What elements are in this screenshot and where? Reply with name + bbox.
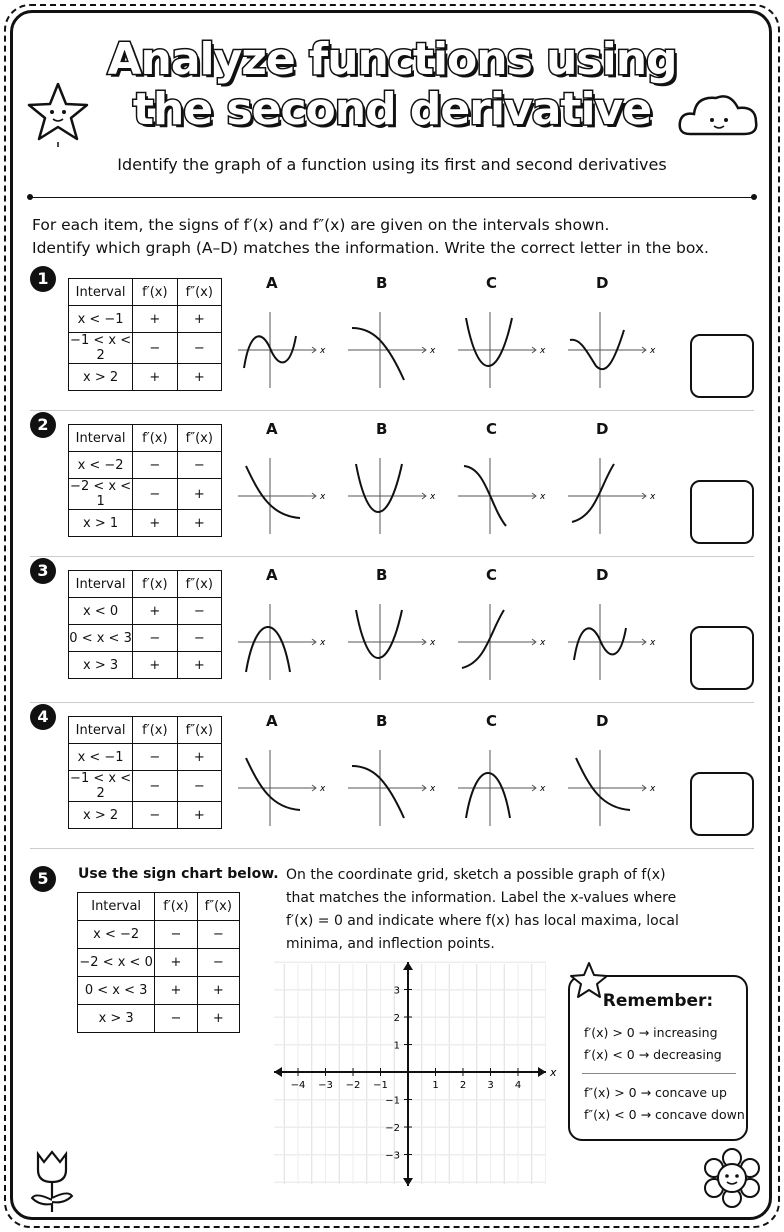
axes	[238, 604, 316, 680]
table-cell: +	[177, 510, 221, 537]
x-axis-label: x	[650, 784, 656, 794]
graph-letter-b: B	[376, 420, 388, 438]
y-tick-label: 2	[393, 1013, 400, 1024]
table-cell: −2 < x < 0	[78, 949, 155, 977]
table-cell: x < −1	[69, 306, 133, 333]
x-axis-label: x	[550, 1066, 557, 1079]
q5-label: Use the sign chart below.	[78, 866, 279, 882]
subtitle: Identify the graph of a function using its first and second derivatives	[117, 155, 667, 174]
table-header: f″(x)	[177, 425, 221, 452]
y-tick-label: 1	[393, 1040, 400, 1052]
y-tick-label: −3	[385, 1150, 400, 1162]
answer-box-1[interactable]	[690, 334, 754, 398]
option-graph-d[interactable]	[566, 748, 656, 828]
table-cell: 0 < x < 3	[78, 977, 155, 1005]
x-axis-label: x	[430, 638, 436, 648]
sign-chart-1	[68, 278, 222, 391]
table-row	[69, 510, 222, 537]
axes	[568, 458, 646, 534]
function-curve	[246, 627, 290, 672]
x-tick-label: −1	[373, 1080, 388, 1091]
table-cell: +	[177, 364, 221, 391]
table-header: f′(x)	[133, 425, 177, 452]
table-cell: −	[177, 771, 221, 802]
graph-letter-c: C	[486, 712, 498, 730]
q5-sign-chart	[77, 892, 240, 1033]
table-cell: x < −1	[69, 744, 133, 771]
axes	[348, 458, 426, 534]
table-cell: +	[197, 1005, 239, 1033]
table-header: f″(x)	[177, 279, 221, 306]
graph-letter-b: B	[376, 274, 388, 292]
graph-letter-a: A	[266, 274, 278, 292]
section-divider	[30, 556, 754, 557]
table-header: f′(x)	[155, 893, 197, 921]
small-star-icon	[568, 960, 610, 1000]
table-cell: −1 < x < 2	[70, 333, 132, 363]
axes	[568, 312, 646, 388]
table-cell: +	[133, 306, 177, 333]
x-axis-label: x	[320, 492, 326, 502]
table-cell: x > 1	[69, 510, 133, 537]
graph-letter-a: A	[266, 566, 278, 584]
table-cell: x > 3	[69, 652, 133, 679]
coordinate-grid[interactable]	[270, 960, 560, 1188]
table-row	[69, 306, 222, 333]
table-cell: x > 2	[69, 802, 133, 829]
table-row	[69, 802, 222, 829]
question-number-2: 2	[30, 412, 56, 438]
function-curve	[576, 758, 630, 810]
graph-letter-d: D	[596, 712, 609, 730]
table-row	[69, 364, 222, 391]
axes	[238, 312, 316, 388]
graph-letter-b: B	[376, 712, 388, 730]
table-row	[78, 949, 240, 977]
table-cell: −	[197, 949, 239, 977]
divider	[30, 197, 754, 198]
option-graph-d[interactable]	[566, 310, 656, 390]
function-curve	[356, 464, 402, 512]
x-tick-label: 1	[432, 1080, 439, 1091]
table-cell: +	[197, 977, 239, 1005]
graph-letter-d: D	[596, 566, 609, 584]
table-cell: −	[133, 625, 177, 652]
table-header: f″(x)	[197, 893, 239, 921]
table-header: Interval	[69, 279, 133, 306]
question-number-4: 4	[30, 704, 56, 730]
graph-letter-d: D	[596, 274, 609, 292]
answer-box-2[interactable]	[690, 480, 754, 544]
worksheet-title-line-2: the second derivative	[132, 84, 652, 135]
graph-letter-c: C	[486, 566, 498, 584]
option-graph-a[interactable]	[236, 456, 326, 536]
axes	[348, 604, 426, 680]
table-cell: +	[133, 510, 177, 537]
table-cell: +	[133, 652, 177, 679]
table-cell: −	[133, 452, 177, 479]
table-header: f′(x)	[133, 571, 177, 598]
x-axis-label: x	[650, 346, 656, 356]
table-cell: +	[155, 949, 197, 977]
table-cell: x > 3	[78, 1005, 155, 1033]
remember-line: f′(x) < 0 → decreasing	[584, 1047, 722, 1062]
function-curve	[246, 758, 300, 810]
table-cell: −	[155, 1005, 197, 1033]
graph-letter-a: A	[266, 712, 278, 730]
table-header: f′(x)	[133, 717, 177, 744]
remember-line: f′(x) > 0 → increasing	[584, 1025, 718, 1040]
sign-chart-2	[68, 424, 222, 537]
table-cell: −	[197, 921, 239, 949]
option-graph-a[interactable]	[236, 310, 326, 390]
x-axis-label: x	[650, 638, 656, 648]
table-row	[69, 479, 222, 510]
x-tick-label: −3	[318, 1080, 333, 1091]
option-graph-b[interactable]	[346, 310, 436, 390]
axes	[458, 604, 536, 680]
function-curve	[246, 466, 300, 518]
table-cell: −	[177, 452, 221, 479]
table-header: Interval	[69, 425, 133, 452]
table-cell: +	[177, 479, 221, 510]
x-tick-label: 4	[514, 1080, 522, 1091]
table-header: Interval	[69, 571, 133, 598]
table-cell: −	[133, 744, 177, 771]
table-cell: −	[133, 771, 177, 802]
x-tick-label: 2	[459, 1080, 467, 1091]
x-axis-label: x	[540, 346, 546, 356]
axes	[568, 750, 646, 826]
table-header: Interval	[78, 893, 155, 921]
option-graph-c[interactable]	[456, 748, 546, 828]
option-graph-c[interactable]	[456, 456, 546, 536]
table-cell: −	[177, 625, 221, 652]
table-cell: 0 < x < 3	[69, 625, 133, 652]
answer-box-4[interactable]	[690, 772, 754, 836]
axes	[568, 604, 646, 680]
x-axis-label: x	[540, 492, 546, 502]
section-divider	[30, 848, 754, 849]
table-cell: +	[133, 364, 177, 391]
question-number-5: 5	[30, 866, 56, 892]
section-divider	[30, 702, 754, 703]
axes	[458, 750, 536, 826]
question-number-1: 1	[30, 266, 56, 292]
table-row	[78, 1005, 240, 1033]
table-cell: −	[133, 479, 177, 510]
x-tick-label: 3	[487, 1080, 494, 1091]
table-row	[69, 598, 222, 625]
table-row	[69, 452, 222, 479]
x-axis-label: x	[430, 784, 436, 794]
table-cell: x > 2	[69, 364, 133, 391]
question-number-3: 3	[30, 558, 56, 584]
table-cell: −2 < x < 1	[70, 479, 132, 509]
table-cell: +	[155, 977, 197, 1005]
table-cell: +	[177, 652, 221, 679]
table-cell: −	[155, 921, 197, 949]
table-cell: x < −2	[69, 452, 133, 479]
axes	[238, 458, 316, 534]
tulip-icon	[26, 1148, 78, 1214]
function-curve	[572, 464, 614, 522]
table-cell: −1 < x < 2	[70, 771, 132, 801]
y-tick-label: 3	[393, 985, 400, 997]
table-cell: +	[177, 306, 221, 333]
y-tick-label: −2	[385, 1123, 400, 1134]
remember-divider	[582, 1073, 736, 1074]
table-header: f″(x)	[177, 571, 221, 598]
x-axis-label: x	[320, 784, 326, 794]
table-cell: +	[133, 598, 177, 625]
option-graph-d[interactable]	[566, 456, 656, 536]
remember-line: f″(x) > 0 → concave up	[584, 1085, 727, 1100]
table-cell: −	[133, 333, 177, 364]
x-axis-label: x	[540, 784, 546, 794]
section-divider	[30, 410, 754, 411]
table-cell: −	[133, 802, 177, 829]
option-graph-b[interactable]	[346, 456, 436, 536]
table-header: f′(x)	[133, 279, 177, 306]
function-curve	[466, 318, 512, 366]
table-cell: +	[177, 802, 221, 829]
function-curve	[352, 766, 404, 818]
table-header: f″(x)	[177, 717, 221, 744]
option-graph-d[interactable]	[566, 602, 656, 682]
function-curve	[466, 773, 510, 818]
instructions-line-2: Identify which graph (A–D) matches the information. Write the correct letter in the box.	[32, 239, 709, 257]
graph-letter-c: C	[486, 274, 498, 292]
instructions	[32, 214, 709, 260]
axes	[458, 458, 536, 534]
x-axis-label: x	[650, 492, 656, 502]
y-tick-label: −1	[385, 1095, 400, 1107]
x-axis-label: x	[430, 346, 436, 356]
worksheet-title-line-1: Analyze functions using	[107, 34, 677, 85]
option-graph-c[interactable]	[456, 310, 546, 390]
remember-title: Remember:	[602, 991, 714, 1011]
function-curve	[462, 610, 504, 668]
option-graph-a[interactable]	[236, 602, 326, 682]
table-cell: −	[177, 333, 221, 364]
sign-chart-3	[68, 570, 222, 679]
x-tick-label: −4	[290, 1080, 306, 1091]
table-cell: −	[177, 598, 221, 625]
option-graph-c[interactable]	[456, 602, 546, 682]
x-tick-label: −2	[345, 1080, 361, 1091]
axes	[458, 312, 536, 388]
flower-icon	[700, 1146, 764, 1210]
table-row	[69, 333, 222, 364]
function-curve	[356, 610, 402, 658]
graph-letter-d: D	[596, 420, 609, 438]
graph-letter-a: A	[266, 420, 278, 438]
x-axis-label: x	[540, 638, 546, 648]
x-axis-label: x	[320, 638, 326, 648]
graph-letter-b: B	[376, 566, 388, 584]
option-graph-b[interactable]	[346, 602, 436, 682]
function-curve	[352, 328, 404, 380]
table-row	[78, 977, 240, 1005]
axes	[238, 750, 316, 826]
table-cell: x < −2	[78, 921, 155, 949]
x-axis-label: x	[320, 346, 326, 356]
table-row	[78, 921, 240, 949]
table-cell: x < 0	[69, 598, 133, 625]
answer-box-3[interactable]	[690, 626, 754, 690]
table-cell: +	[177, 744, 221, 771]
remember-line: f″(x) < 0 → concave down	[584, 1107, 745, 1122]
instructions-line-1: For each item, the signs of f′(x) and f″(x) are given on the intervals shown.	[32, 216, 610, 234]
option-graph-a[interactable]	[236, 748, 326, 828]
table-row	[69, 652, 222, 679]
table-row	[69, 771, 222, 802]
table-row	[69, 744, 222, 771]
sign-chart-4	[68, 716, 222, 829]
option-graph-b[interactable]	[346, 748, 436, 828]
table-header: Interval	[69, 717, 133, 744]
q5-instructions: On the coordinate grid, sketch a possible graph of f(x) that matches the information. Label the x-values where f′(x) = 0 and indicate where f(x) has local maxima, local minima, and inflection points.	[286, 867, 679, 952]
x-axis-label: x	[430, 492, 436, 502]
table-row	[69, 625, 222, 652]
graph-letter-c: C	[486, 420, 498, 438]
